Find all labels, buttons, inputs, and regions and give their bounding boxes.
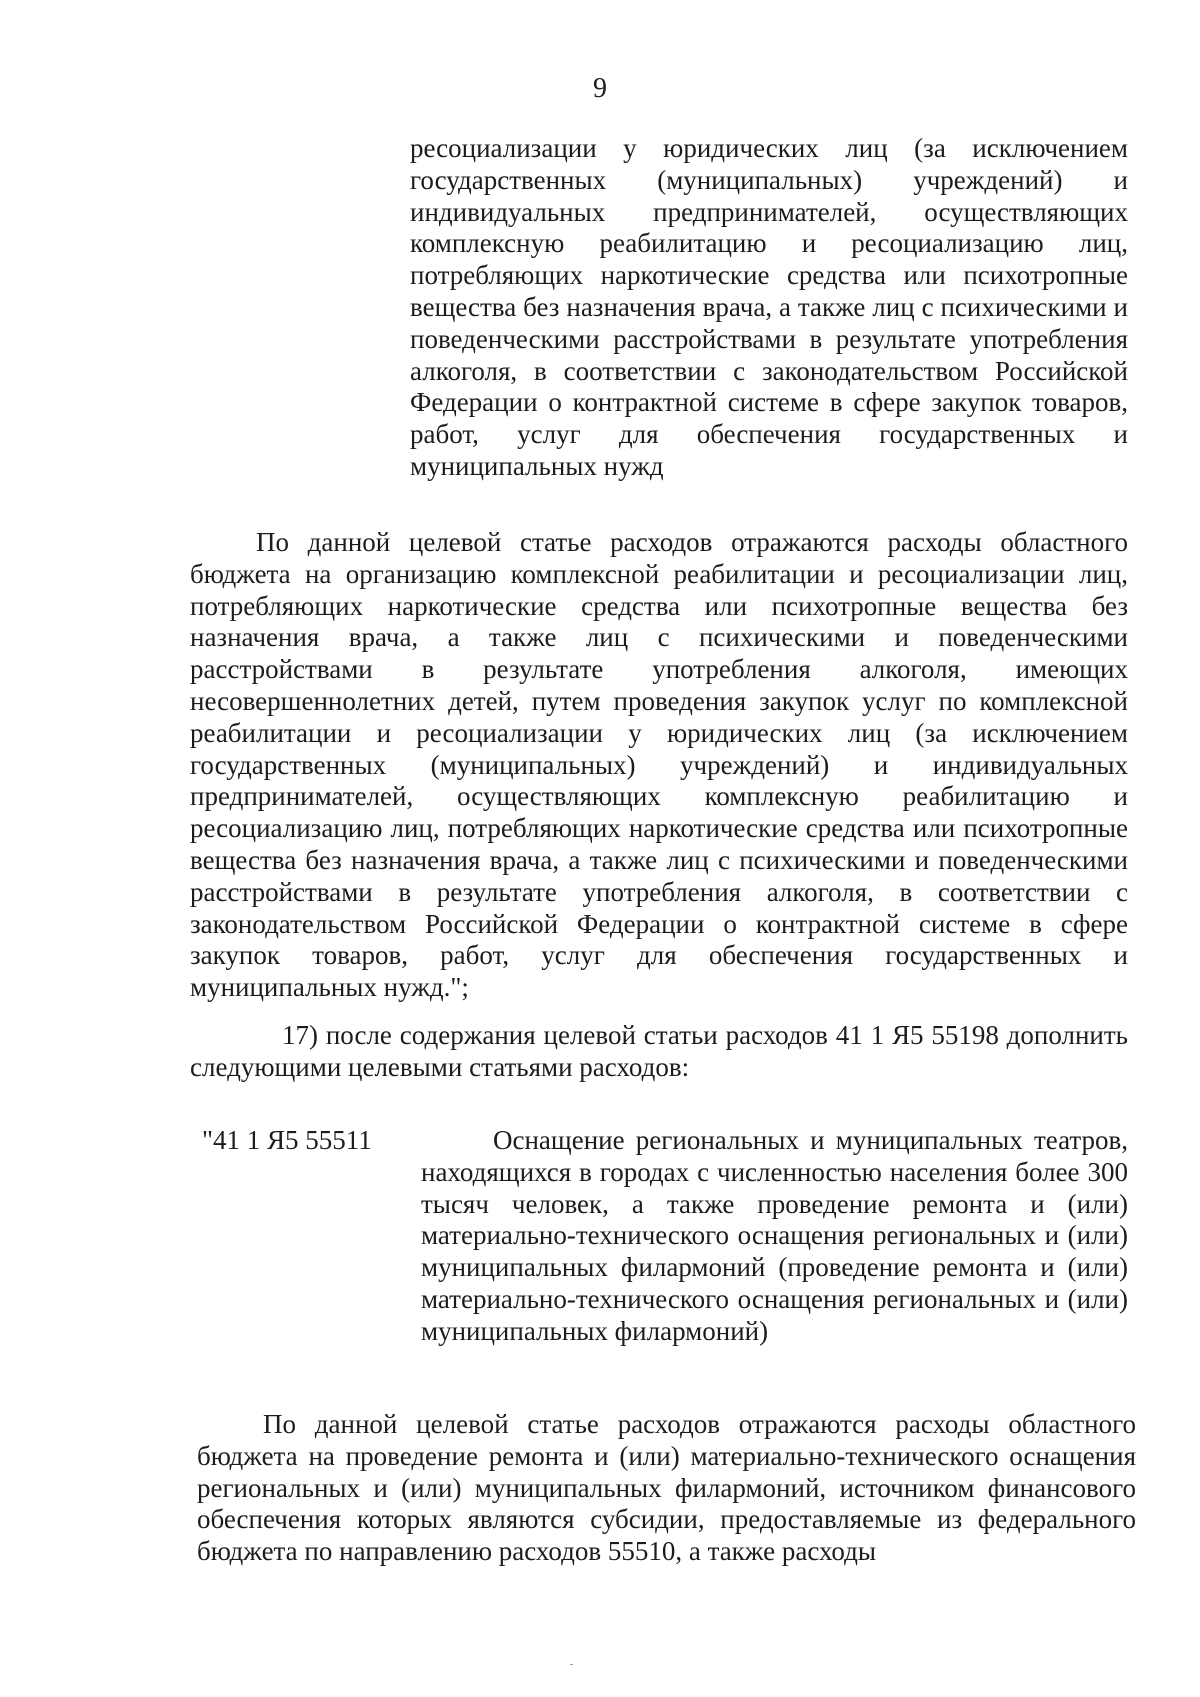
resocialization-explanation-paragraph: По данной целевой статье расходов отражаются расходы областного бюджета на организацию комплексной реабилитации и ресоциализации лиц, потребляющих наркотические средства или психотропные вещества без назначения врача, а также лиц с психическими и поведенческими расстройствами в результате употребления алкоголя, имеющих несовершеннолетних детей, путем проведения закупок услуг по комплексной реабилитации и ресоциализации у юридических лиц (за исключением государственных (муниципальных) учреждений) и индивидуальных предпринимателей, осуществляющих комплексную реабилитацию и ресоциализацию лиц, потребляющих наркотические средства или психотропные вещества без назначения врача, а также лиц с психическими и поведенческими расстройствами в результате употребления алкоголя, в соответствии с законодательством Российской Федерации о контрактной системе в сфере закупок товаров, работ, услуг для обеспечения государственных и муниципальных нужд."; <box>190 527 1128 1003</box>
scan-speck <box>570 1664 573 1665</box>
target-article-title: Оснащение региональных и муниципальных театров, находящихся в городах с численностью населения более 300 тысяч человек, а также проведение ремонта и (или) материально-технического оснащения региональных и (или) муниципальных филармоний (проведение ремонта и (или) материально-технического оснащения региональных и (или) муниципальных филармоний) <box>421 1125 1128 1346</box>
item-17-paragraph: 17) после содержания целевой статьи расходов 41 1 Я5 55198 дополнить следующими целевыми статьями расходов: <box>190 1020 1128 1082</box>
target-article-code: "41 1 Я5 55511 <box>202 1125 372 1155</box>
page-number: 9 <box>593 73 607 104</box>
target-article-explanation-paragraph: По данной целевой статье расходов отражаются расходы областного бюджета на проведение ремонта и (или) материально-технического оснащения региональных и (или) муниципальных филармоний, источником финансового обеспечения которых являются субсидии, предоставляемые из федерального бюджета по направлению расходов 55510, а также расходы <box>197 1409 1136 1567</box>
resocialization-description-paragraph: ресоциализации у юридических лиц (за исключением государственных (муниципальных) учреждений) и индивидуальных предпринимателей, осуществляющих комплексную реабилитацию и ресоциализацию лиц, потребляющих наркотические средства или психотропные вещества без назначения врача, а также лиц с психическими и поведенческими расстройствами в результате употребления алкоголя, в соответствии с законодательством Российской Федерации о контрактной системе в сфере закупок товаров, работ, услуг для обеспечения государственных и муниципальных нужд <box>410 133 1128 481</box>
